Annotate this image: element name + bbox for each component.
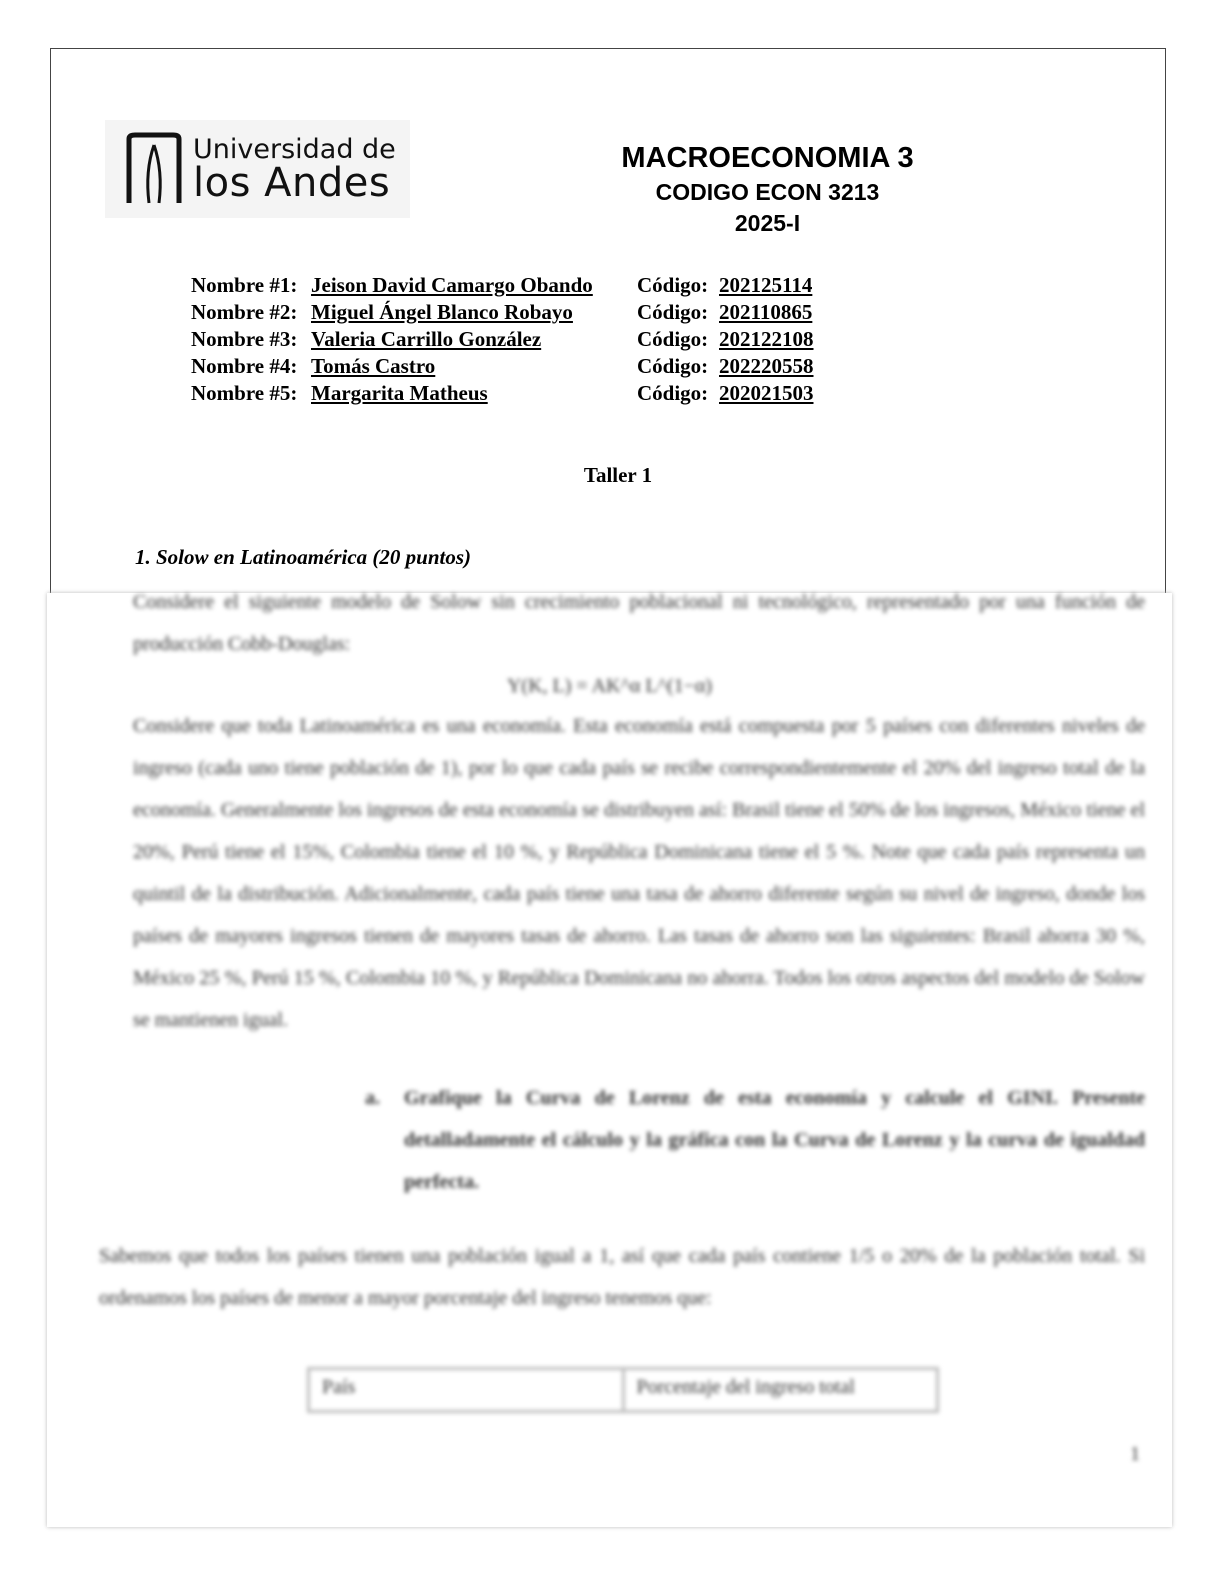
assignment-title: Taller 1: [583, 463, 653, 487]
formula: Y(K, L) = AK^α L^(1−α): [506, 675, 713, 697]
student-name: Valeria Carrillo González: [311, 327, 542, 351]
code-label: Código:: [637, 327, 709, 351]
name-label: Nombre #4:: [191, 354, 298, 378]
item-a-text: Grafique la Curva de Lorenz de esta economía y calcule el GINI. Presente detalladamente el cálculo y la gráfica con la Curva de Lorenz y la curva de igualdad perfecta.: [404, 1087, 1145, 1193]
student-code: 202220558: [719, 354, 814, 378]
name-label: Nombre #2:: [191, 300, 298, 324]
code-label: Código:: [637, 273, 709, 297]
student-list: [191, 272, 814, 407]
student-row: [191, 380, 814, 407]
student-row: [191, 353, 814, 380]
code-label: Código:: [637, 300, 709, 324]
section-heading: 1. Solow en Latinoamérica (20 puntos): [135, 545, 472, 569]
student-code: 202021503: [719, 381, 814, 405]
student-name: Miguel Ángel Blanco Robayo: [311, 300, 573, 324]
student-row: [191, 299, 814, 326]
name-label: Nombre #1:: [191, 273, 298, 297]
student-row: [191, 326, 814, 353]
table-header-country: País: [322, 1376, 356, 1398]
course-header: [560, 142, 975, 237]
page-number: 1: [1130, 1443, 1140, 1465]
course-code: CODIGO ECON 3213: [655, 179, 880, 205]
code-label: Código:: [637, 381, 709, 405]
student-name: Tomás Castro: [311, 354, 436, 378]
course-title: MACROECONOMIA 3: [621, 142, 914, 174]
student-code: 202110865: [719, 300, 813, 324]
student-name: Margarita Matheus: [311, 381, 488, 405]
answer-paragraph: Sabemos que todos los países tienen una población igual a 1, así que cada país contiene 1/5 o 20% de la población total. Si ordenamos los países de menor a mayor porcentaje del ingreso tenemos que:: [99, 1245, 1145, 1309]
income-table: [307, 1367, 939, 1413]
student-code: 202125114: [719, 273, 813, 297]
table-header-income: Porcentaje del ingreso total: [622, 1370, 937, 1410]
intro-paragraph: Considere el siguiente modelo de Solow sin crecimiento poblacional ni tecnológico, representado por una función de producción Cobb-Douglas:: [133, 591, 1145, 655]
context-paragraph: Considere que toda Latinoamérica es una economía. Esta economía está compuesta por 5 países con diferentes niveles de ingreso (cada uno tiene población de 1), por lo que cada país se recibe correspondientemente el 20% del ingreso total de la economía. Generalmente los ingresos de esta economía se distribuyen así: Brasil tiene el 50% de los ingresos, México tiene el 20%, Perú tiene el 15%, Colombia tiene el 10 %, y República Dominicana tiene el 5 %. Note que cada país representa un quintil de la distribución. Adicionalmente, cada país tiene una tasa de ahorro diferente según su nivel de ingreso, donde los países de mayores ingresos tienen de mayores tasas de ahorro. Las tasas de ahorro son las siguientes: Brasil ahorra 30 %, México 25 %, Perú 15 %, Colombia 10 %, y República Dominicana no ahorra. Todos los otros aspectos del modelo de Solow se mantienen igual.: [133, 715, 1145, 1031]
code-label: Código:: [637, 354, 709, 378]
blurred-content: [47, 593, 1172, 1527]
university-logo: [105, 120, 410, 218]
student-row: [191, 272, 814, 299]
logo-line2: los Andes: [193, 159, 391, 206]
student-code: 202122108: [719, 327, 814, 351]
course-term: 2025-I: [734, 210, 801, 236]
name-label: Nombre #3:: [191, 327, 298, 351]
item-a-marker: a.: [365, 1087, 380, 1109]
andes-emblem-icon: [123, 131, 185, 207]
logo-line1: Universidad de: [193, 133, 396, 165]
student-name: Jeison David Camargo Obando: [311, 273, 593, 297]
name-label: Nombre #5:: [191, 381, 298, 405]
